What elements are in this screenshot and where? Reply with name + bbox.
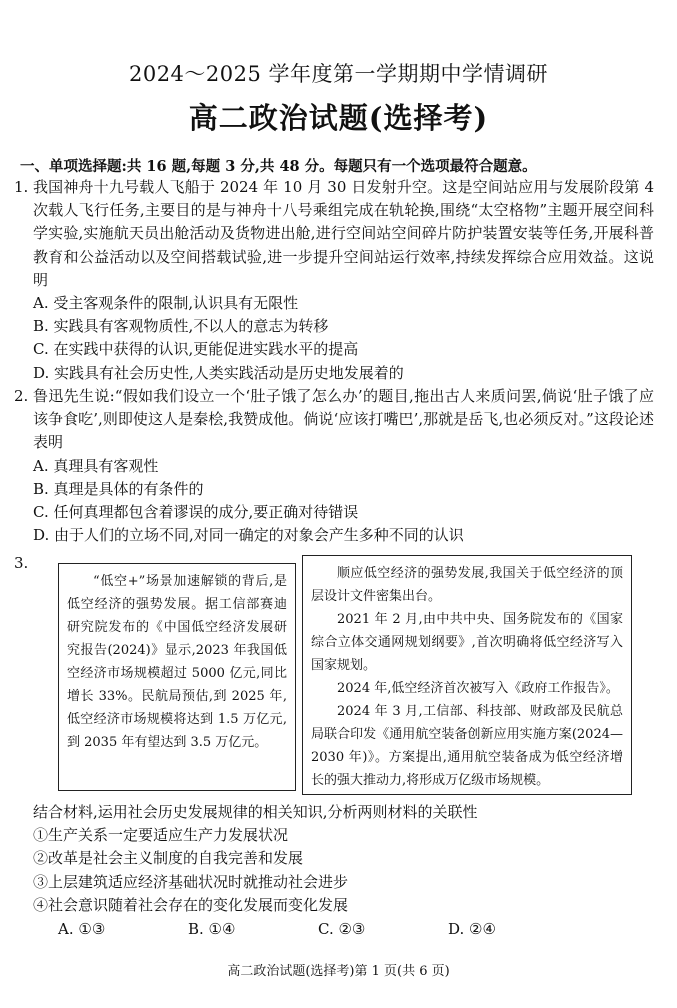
section-heading: 一、单项选择题:共 16 题,每题 3 分,共 48 分。每题只有一个选项最符合题意。 [20, 158, 537, 175]
question-1 [14, 176, 654, 385]
question-2 [14, 385, 654, 547]
term-title: 2024～2025 学年度第一学期期中学情调研 [128, 62, 549, 86]
option-a: A. ①③ [58, 920, 106, 938]
statement-4: ④社会意识随着社会存在的变化发展而变化发展 [33, 895, 349, 914]
option-b: B. 真理是具体的有条件的 [33, 479, 204, 498]
question-stem: 鲁迅先生说:“假如我们设立一个‘肚子饿了怎么办’的题目,拖出古人来质问罢,倘说‘肚子饿了应该争食吃’,则即使这人是秦桧,我赞成他。倘说‘应该打嘴巴’,那就是岳飞,也必须反对。”这段论述表明 [33, 387, 654, 452]
material-paragraph: 2024 年,低空经济首次被写入《政府工作报告》。 [337, 681, 619, 696]
statement-1: ①生产关系一定要适应生产力发展状况 [33, 826, 289, 845]
option-b: B. 实践具有客观物质性,不以人的意志为转移 [33, 317, 329, 336]
material-paragraph: 顺应低空经济的强势发展,我国关于低空经济的顶层设计文件密集出台。 [311, 566, 623, 604]
material-paragraph: “低空+”场景加速解锁的背后,是低空经济的强势发展。据工信部赛迪研究院发布的《中国低空经济发展研究报告(2024)》显示,2023 年我国低空经济市场规模超过 5000 亿元,同比增长 33%。民航局预估,到 2025 年,低空经济市场规模将达到 1.5 万亿元,到 2035 年有望达到 3.5 万亿元。 [67, 574, 287, 750]
question-number: 1. [14, 178, 29, 196]
material-box-left [58, 563, 296, 791]
statement-3: ③上层建筑适应经济基础状况时就推动社会进步 [33, 872, 349, 891]
question-3-body [33, 801, 653, 917]
question-3-options [58, 920, 658, 938]
option-c: C. 任何真理都包含着谬误的成分,要正确对待错误 [33, 503, 359, 522]
option-d: D. 由于人们的立场不同,对同一确定的对象会产生多种不同的认识 [33, 526, 464, 545]
option-d: D. ②④ [448, 920, 496, 938]
material-paragraph: 2024 年 3 月,工信部、科技部、财政部及民航总局联合印发《通用航空装备创新应用实施方案(2024—2030 年)》。方案提出,通用航空装备成为低空经济增长的强大推动力,将形成万亿级市场规模。 [311, 704, 623, 788]
statement-2: ②改革是社会主义制度的自我完善和发展 [33, 849, 304, 868]
material-box-right [302, 555, 632, 795]
option-d: D. 实践具有社会历史性,人类实践活动是历史地发展着的 [33, 363, 404, 382]
question-number: 3. [14, 554, 29, 572]
option-c: C. 在实践中获得的认识,更能促进实践水平的提高 [33, 340, 359, 359]
question-stem: 结合材料,运用社会历史发展规律的相关知识,分析两则材料的关联性 [33, 803, 478, 821]
option-c: C. ②③ [318, 920, 366, 938]
exam-title: 高二政治试题(选择考) [188, 101, 489, 135]
question-number: 2. [14, 387, 29, 405]
question-stem: 我国神舟十九号载人飞船于 2024 年 10 月 30 日发射升空。这是空间站应用与发展阶段第 4 次载人飞行任务,主要目的是与神舟十八号乘组完成在轨轮换,围绕“太空格物”主题开展空间科学实验,实施航天员出舱活动及货物进出舱,进行空间站空间碎片防护装置安装等任务,开展科普教育和公益活动以及空间搭载试验,进一步提升空间站运行效率,持续发挥综合应用效益。这说明 [33, 178, 654, 289]
option-a: A. 真理具有客观性 [33, 456, 159, 475]
page-footer: 高二政治试题(选择考)第 1 页(共 6 页) [227, 964, 450, 979]
option-a: A. 受主客观条件的限制,认识具有无限性 [33, 294, 299, 313]
material-paragraph: 2021 年 2 月,由中共中央、国务院发布的《国家综合立体交通网规划纲要》,首次明确将低空经济写入国家规划。 [311, 612, 623, 673]
option-b: B. ①④ [188, 920, 236, 938]
